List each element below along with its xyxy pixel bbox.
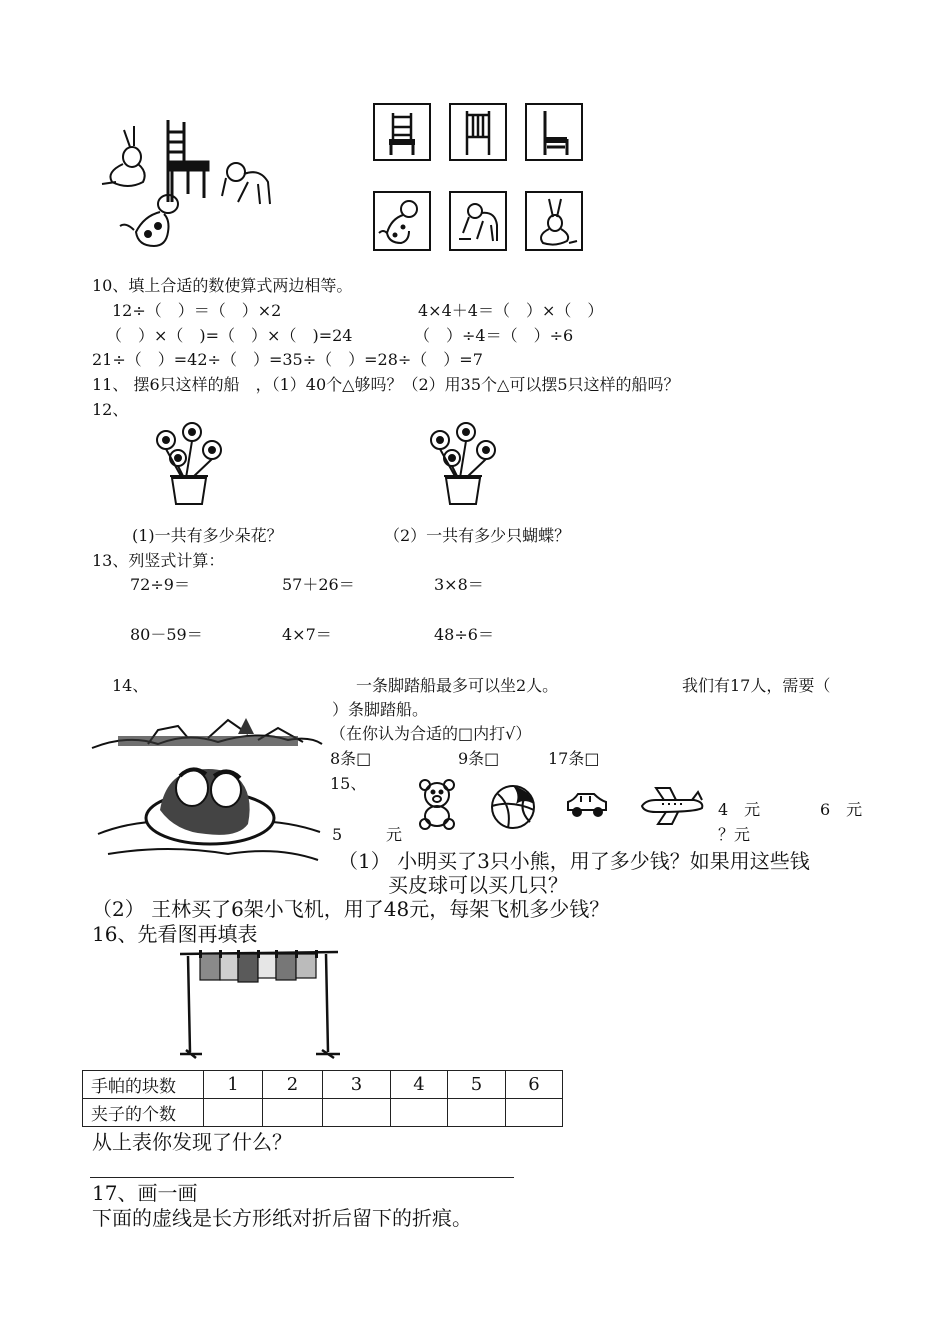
q10-row1-left: 12÷（ ）＝（ ）×2 <box>112 301 282 320</box>
table-header-clips: 夹子的个数 <box>83 1099 204 1127</box>
view-dog <box>373 191 431 251</box>
ball-icon <box>490 784 536 830</box>
toy-plane-icon <box>636 786 706 826</box>
pedal-boat-picture <box>88 714 326 874</box>
q12-label: 12、 <box>92 400 129 419</box>
q14-label: 14、 <box>112 676 149 695</box>
q16-table <box>82 1070 563 1127</box>
q13-item-2: 57＋26＝ <box>282 575 355 594</box>
q13-title: 13、列竖式计算： <box>92 551 225 570</box>
teddy-bear-icon <box>416 778 458 830</box>
q13-item-1: 72÷9＝ <box>130 575 190 594</box>
table-cell-input[interactable] <box>204 1099 263 1127</box>
q12-sub1: (1)一共有多少朵花？ <box>132 526 283 545</box>
q10-row1-right: 4×4＋4＝（ ）×（ ） <box>418 301 604 320</box>
table-cell: 4 <box>391 1071 448 1099</box>
q15-price-plane-a: 4 元 <box>718 800 761 819</box>
clothesline-handkerchiefs-picture <box>176 948 346 1064</box>
q13-item-4: 80－59＝ <box>130 625 203 644</box>
view-rabbit <box>525 191 583 251</box>
table-cell: 2 <box>263 1071 323 1099</box>
flower-pot-1 <box>148 420 228 508</box>
table-cell: 6 <box>506 1071 563 1099</box>
q16-question: 从上表你发现了什么？ <box>92 1130 292 1154</box>
q15-sub2: （2） 王林买了6架小飞机，用了48元，每架飞机多少钱？ <box>92 897 610 921</box>
q15-sub1-line2: 买皮球可以买几只？ <box>388 873 568 897</box>
q10-row3: 21÷（ ）=42÷（ ）=35÷（ ）=28÷（ ）=7 <box>92 350 483 369</box>
answer-line[interactable] <box>90 1177 514 1178</box>
table-row <box>83 1099 563 1127</box>
q15-label: 15、 <box>330 774 367 793</box>
q14-hint: （在你认为合适的□内打√） <box>330 724 532 743</box>
q13-item-3: 3×8＝ <box>434 575 484 594</box>
q14-line1b: 我们有17人，需要（ <box>682 676 831 695</box>
flower-pot-2 <box>422 420 502 508</box>
table-cell-input[interactable] <box>506 1099 563 1127</box>
table-cell-input[interactable] <box>448 1099 506 1127</box>
q17-title: 17、画一画 <box>92 1181 198 1205</box>
q13-item-6: 48÷6＝ <box>434 625 494 644</box>
view-chair-back <box>449 103 507 161</box>
q13-item-5: 4×7＝ <box>282 625 332 644</box>
q14-line2: ）条脚踏船。 <box>332 700 429 719</box>
table-row <box>83 1071 563 1099</box>
q15-price-bear-a: 5 <box>332 825 343 844</box>
view-chair-side <box>525 103 583 161</box>
q14-option-17[interactable]: 17条□ <box>548 749 600 768</box>
table-header-handkerchiefs: 手帕的块数 <box>83 1071 204 1099</box>
view-chair-front <box>373 103 431 161</box>
table-cell: 1 <box>204 1071 263 1099</box>
q15-price-unknown: ？元 <box>718 825 751 844</box>
q11-text: 11、 摆6只这样的船 ，（1）40个△够吗？（2）用35个△可以摆5只这样的船吗？ <box>92 375 680 394</box>
table-cell: 5 <box>448 1071 506 1099</box>
q15-price-bear-b: 元 <box>386 825 403 844</box>
animals-chair-scene <box>98 112 278 252</box>
q10-row2-right: （ ）÷4＝（ ）÷6 <box>414 326 574 345</box>
q10-title: 10、填上合适的数使算式两边相等。 <box>92 276 353 295</box>
table-cell: 3 <box>323 1071 391 1099</box>
q10-row2-left: （ ）×（ )=（ ）×（ )=24 <box>106 326 353 345</box>
q12-sub2: （2）一共有多少只蝴蝶？ <box>384 526 571 545</box>
q14-line1a: 一条脚踏船最多可以坐2人。 <box>356 676 559 695</box>
q15-price-plane-b: 6 元 <box>820 800 863 819</box>
q16-title: 16、先看图再填表 <box>92 922 258 946</box>
q15-sub1-line1: （1） 小明买了3只小熊，用了多少钱？如果用这些钱 <box>338 849 810 873</box>
q17-text: 下面的虚线是长方形纸对折后留下的折痕。 <box>92 1206 472 1230</box>
table-cell-input[interactable] <box>391 1099 448 1127</box>
toy-car-icon <box>564 788 610 820</box>
q14-option-8[interactable]: 8条□ <box>330 749 372 768</box>
q14-option-9[interactable]: 9条□ <box>458 749 500 768</box>
table-cell-input[interactable] <box>263 1099 323 1127</box>
table-cell-input[interactable] <box>323 1099 391 1127</box>
view-monkey <box>449 191 507 251</box>
